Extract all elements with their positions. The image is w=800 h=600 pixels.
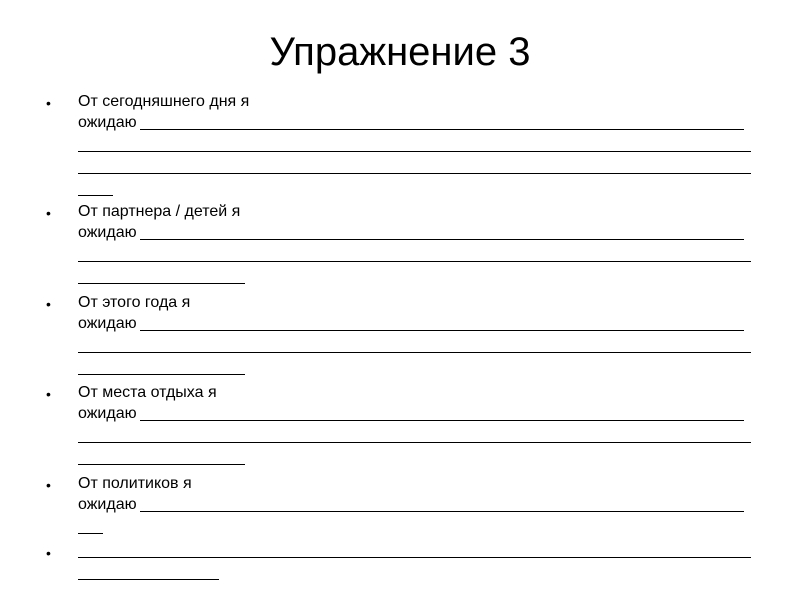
list-item: [0, 292, 800, 382]
answer-line[interactable]: [78, 579, 219, 580]
bullet-icon: •: [46, 205, 51, 221]
answer-line[interactable]: [78, 533, 103, 534]
answer-line[interactable]: [78, 442, 751, 443]
list-item: [0, 382, 800, 473]
bullet-icon: •: [46, 477, 51, 493]
expect-word: ожидаю: [78, 496, 137, 513]
answer-line[interactable]: [78, 195, 113, 196]
list-item: [0, 473, 800, 541]
prompt-text: От этого года я: [78, 294, 191, 311]
prompt-text: От политиков я: [78, 475, 192, 492]
answer-line[interactable]: [78, 283, 245, 284]
answer-line[interactable]: [78, 557, 751, 558]
bullet-icon: •: [46, 296, 51, 312]
slide-title: Упражнение 3: [269, 30, 531, 74]
answer-line[interactable]: [78, 352, 751, 353]
prompt-text: От места отдыха я: [78, 384, 217, 401]
list-item: [0, 541, 800, 585]
prompt-text: От партнера / детей я: [78, 203, 241, 220]
bullet-icon: •: [46, 95, 51, 111]
answer-line[interactable]: [140, 239, 744, 240]
answer-line[interactable]: [140, 129, 744, 130]
answer-line[interactable]: [78, 374, 245, 375]
expect-word: ожидаю: [78, 114, 137, 131]
answer-line[interactable]: [140, 420, 744, 421]
answer-line[interactable]: [78, 173, 751, 174]
answer-line[interactable]: [78, 151, 751, 152]
bullet-icon: •: [46, 386, 51, 402]
bullet-icon: •: [46, 545, 51, 561]
expect-word: ожидаю: [78, 405, 137, 422]
list-item: [0, 201, 800, 292]
answer-line[interactable]: [140, 330, 744, 331]
answer-line[interactable]: [140, 511, 744, 512]
expect-word: ожидаю: [78, 224, 137, 241]
answer-line[interactable]: [78, 261, 751, 262]
exercise-list: [0, 91, 800, 585]
list-item: [0, 91, 800, 201]
expect-word: ожидаю: [78, 315, 137, 332]
answer-line[interactable]: [78, 464, 245, 465]
prompt-text: От сегодняшнего дня я: [78, 93, 250, 110]
